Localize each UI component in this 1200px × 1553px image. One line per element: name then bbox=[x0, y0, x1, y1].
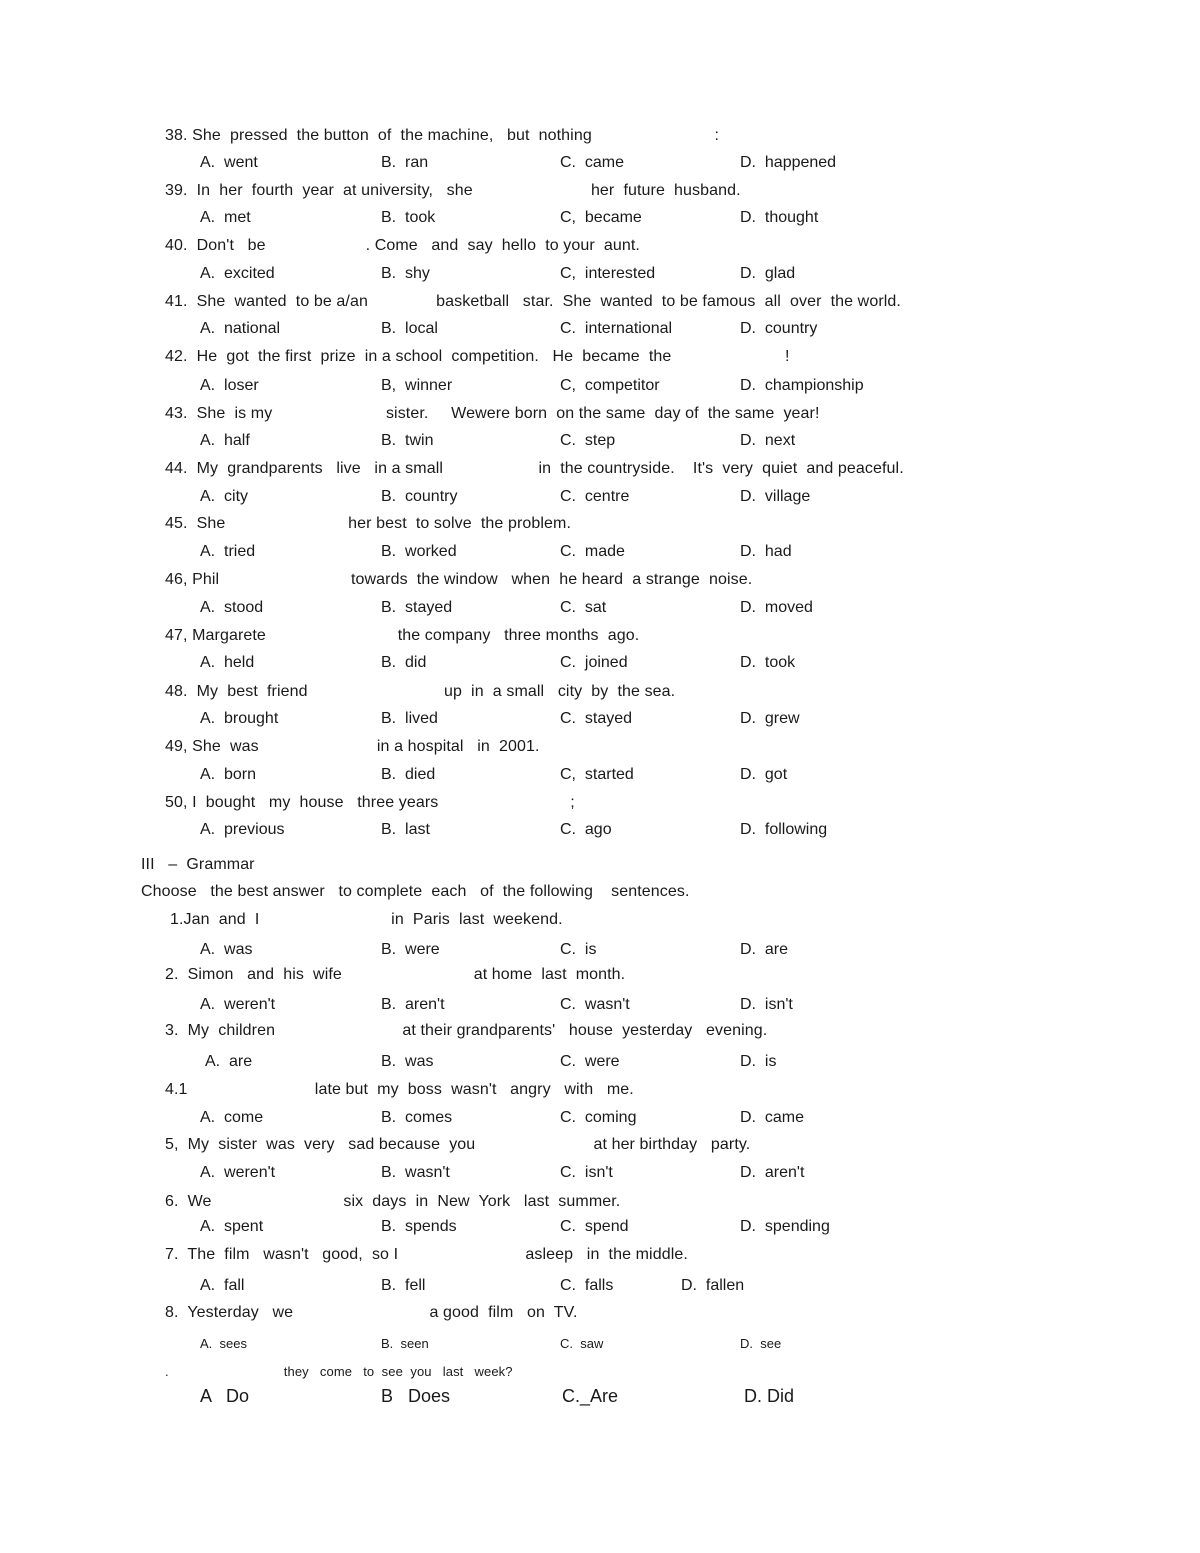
question-47-option-b: B. did bbox=[381, 654, 427, 671]
grammar-6-stem: 6. We six days in New York last summer. bbox=[165, 1193, 621, 1210]
grammar-4-option-a: A. come bbox=[200, 1109, 264, 1126]
question-42-option-a: A. loser bbox=[200, 377, 259, 394]
question-47-option-d: D. took bbox=[740, 654, 796, 671]
grammar-8-option-c: C. saw bbox=[560, 1336, 604, 1351]
grammar-8-option-a: A. sees bbox=[200, 1336, 247, 1351]
grammar-8-option-d: D. see bbox=[740, 1336, 782, 1351]
question-42-stem: 42. He got the first prize in a school competition. He became the ! bbox=[165, 348, 790, 365]
grammar-1-option-c: C. is bbox=[560, 941, 597, 958]
grammar-7-option-b: B. fell bbox=[381, 1277, 426, 1294]
grammar-2-option-a: A. weren't bbox=[200, 996, 276, 1013]
grammar-8-stem: 8. Yesterday we a good film on TV. bbox=[165, 1304, 578, 1321]
question-45-option-c: C. made bbox=[560, 543, 625, 560]
grammar-4-option-b: B. comes bbox=[381, 1109, 453, 1126]
question-50-option-a: A. previous bbox=[200, 821, 285, 838]
question-38-option-a: A. went bbox=[200, 154, 258, 171]
question-44-option-b: B. country bbox=[381, 488, 458, 505]
grammar-8-option-b: B. seen bbox=[381, 1336, 429, 1351]
grammar-1-option-d: D. are bbox=[740, 941, 789, 958]
question-46-option-d: D. moved bbox=[740, 599, 813, 616]
question-42-option-c: C, competitor bbox=[560, 377, 660, 394]
grammar-9-option-a: A Do bbox=[200, 1386, 250, 1406]
grammar-1-stem: 1.Jan and I in Paris last weekend. bbox=[170, 911, 563, 928]
grammar-2-option-c: C. wasn't bbox=[560, 996, 630, 1013]
question-48-option-b: B. lived bbox=[381, 710, 438, 727]
question-47-option-a: A. held bbox=[200, 654, 255, 671]
question-41-stem: 41. She wanted to be a/an basketball star. She wanted to be famous all over the world. bbox=[165, 293, 901, 310]
question-48-option-c: C. stayed bbox=[560, 710, 633, 727]
question-44-option-a: A. city bbox=[200, 488, 249, 505]
question-49-option-d: D. got bbox=[740, 766, 788, 783]
grammar-5-option-a: A. weren't bbox=[200, 1164, 276, 1181]
grammar-5-option-b: B. wasn't bbox=[381, 1164, 450, 1181]
grammar-1-option-b: B. were bbox=[381, 941, 440, 958]
grammar-7-stem: 7. The film wasn't good, so I asleep in the middle. bbox=[165, 1246, 688, 1263]
section-heading: III – Grammar bbox=[141, 856, 255, 873]
question-45-option-b: B. worked bbox=[381, 543, 457, 560]
question-42-option-d: D. championship bbox=[740, 377, 864, 394]
grammar-9-option-b: B Does bbox=[381, 1386, 451, 1406]
grammar-6-option-a: A. spent bbox=[200, 1218, 264, 1235]
question-50-stem: 50, I bought my house three years ; bbox=[165, 794, 575, 811]
question-39-option-c: C, became bbox=[560, 209, 642, 226]
question-43-option-d: D. next bbox=[740, 432, 796, 449]
question-42-option-b: B, winner bbox=[381, 377, 453, 394]
question-38-option-d: D. happened bbox=[740, 154, 837, 171]
question-39-option-a: A. met bbox=[200, 209, 251, 226]
question-50-option-b: B. last bbox=[381, 821, 430, 838]
grammar-2-option-b: B. aren't bbox=[381, 996, 445, 1013]
grammar-3-option-a: A. are bbox=[205, 1053, 253, 1070]
question-46-option-b: B. stayed bbox=[381, 599, 453, 616]
question-46-option-c: C. sat bbox=[560, 599, 607, 616]
question-44-stem: 44. My grandparents live in a small in the countryside. It's very quiet and peaceful. bbox=[165, 460, 904, 477]
question-39-option-d: D. thought bbox=[740, 209, 819, 226]
question-39-stem: 39. In her fourth year at university, she her future husband. bbox=[165, 182, 741, 199]
grammar-3-stem: 3. My children at their grandparents' house yesterday evening. bbox=[165, 1022, 768, 1039]
grammar-4-option-d: D. came bbox=[740, 1109, 805, 1126]
grammar-6-option-c: C. spend bbox=[560, 1218, 629, 1235]
question-38-option-c: C. came bbox=[560, 154, 625, 171]
grammar-3-option-b: B. was bbox=[381, 1053, 434, 1070]
question-49-option-b: B. died bbox=[381, 766, 436, 783]
question-49-stem: 49, She was in a hospital in 2001. bbox=[165, 738, 540, 755]
grammar-9-option-d: D. Did bbox=[744, 1386, 795, 1406]
question-48-option-a: A. brought bbox=[200, 710, 279, 727]
question-43-option-c: C. step bbox=[560, 432, 616, 449]
question-40-option-c: C, interested bbox=[560, 265, 656, 282]
question-41-option-b: B. local bbox=[381, 320, 438, 337]
question-41-option-c: C. international bbox=[560, 320, 673, 337]
section-instruction: Choose the best answer to complete each of the following sentences. bbox=[141, 883, 690, 900]
question-44-option-d: D. village bbox=[740, 488, 811, 505]
question-38-stem: 38. She pressed the button of the machine, but nothing : bbox=[165, 127, 720, 144]
question-43-option-b: B. twin bbox=[381, 432, 434, 449]
grammar-5-stem: 5, My sister was very sad because you at her birthday party. bbox=[165, 1136, 751, 1153]
question-49-option-a: A. born bbox=[200, 766, 257, 783]
question-43-option-a: A. half bbox=[200, 432, 250, 449]
grammar-7-option-a: A. fall bbox=[200, 1277, 245, 1294]
question-40-option-a: A. excited bbox=[200, 265, 275, 282]
question-46-option-a: A. stood bbox=[200, 599, 264, 616]
question-40-option-d: D. glad bbox=[740, 265, 796, 282]
question-48-stem: 48. My best friend up in a small city by the sea. bbox=[165, 683, 676, 700]
question-49-option-c: C, started bbox=[560, 766, 634, 783]
grammar-4-option-c: C. coming bbox=[560, 1109, 637, 1126]
question-44-option-c: C. centre bbox=[560, 488, 630, 505]
grammar-5-option-c: C. isn't bbox=[560, 1164, 613, 1181]
grammar-2-stem: 2. Simon and his wife at home last month. bbox=[165, 966, 626, 983]
question-43-stem: 43. She is my sister. Wewere born on the same day of the same year! bbox=[165, 405, 820, 422]
question-40-stem: 40. Don't be . Come and say hello to your aunt. bbox=[165, 237, 640, 254]
grammar-1-option-a: A. was bbox=[200, 941, 253, 958]
question-48-option-d: D. grew bbox=[740, 710, 800, 727]
grammar-6-option-d: D. spending bbox=[740, 1218, 830, 1235]
grammar-7-option-c: C. falls bbox=[560, 1277, 614, 1294]
grammar-6-option-b: B. spends bbox=[381, 1218, 457, 1235]
grammar-9-stem: . they come to see you last week? bbox=[165, 1364, 513, 1379]
question-45-option-a: A. tried bbox=[200, 543, 256, 560]
grammar-3-option-d: D. is bbox=[740, 1053, 777, 1070]
question-50-option-d: D. following bbox=[740, 821, 828, 838]
grammar-4-stem: 4.1 late but my boss wasn't angry with me. bbox=[165, 1081, 634, 1098]
grammar-2-option-d: D. isn't bbox=[740, 996, 793, 1013]
question-50-option-c: C. ago bbox=[560, 821, 612, 838]
question-41-option-d: D. country bbox=[740, 320, 818, 337]
question-40-option-b: B. shy bbox=[381, 265, 430, 282]
question-47-option-c: C. joined bbox=[560, 654, 628, 671]
question-47-stem: 47, Margarete the company three months ago. bbox=[165, 627, 640, 644]
grammar-9-option-c: C._Are bbox=[562, 1386, 619, 1406]
question-41-option-a: A. national bbox=[200, 320, 281, 337]
question-45-stem: 45. She her best to solve the problem. bbox=[165, 515, 571, 532]
question-45-option-d: D. had bbox=[740, 543, 792, 560]
question-38-option-b: B. ran bbox=[381, 154, 429, 171]
grammar-5-option-d: D. aren't bbox=[740, 1164, 805, 1181]
grammar-3-option-c: C. were bbox=[560, 1053, 620, 1070]
question-46-stem: 46, Phil towards the window when he heard a strange noise. bbox=[165, 571, 753, 588]
question-39-option-b: B. took bbox=[381, 209, 436, 226]
grammar-7-option-d: D. fallen bbox=[681, 1277, 745, 1294]
